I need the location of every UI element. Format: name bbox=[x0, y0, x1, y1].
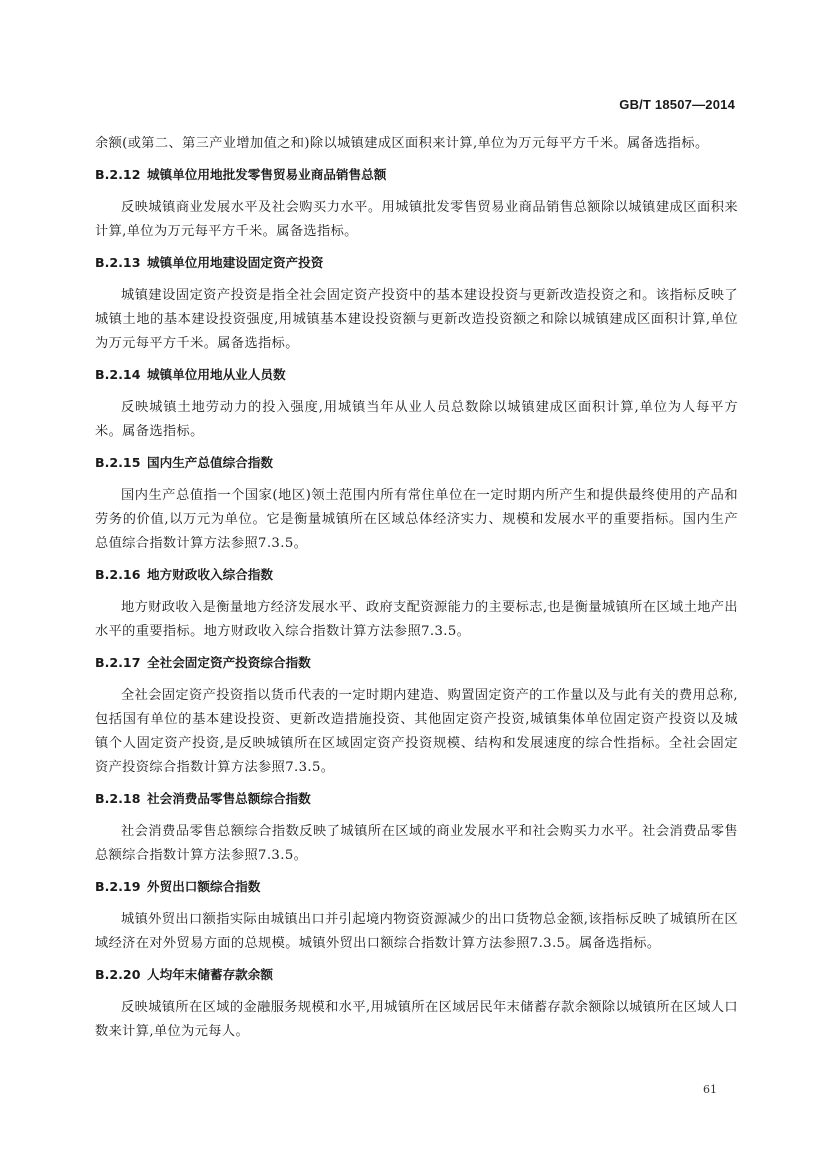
document-body bbox=[95, 132, 738, 1053]
section-b-2-13 bbox=[95, 253, 738, 356]
section-b-2-19 bbox=[95, 877, 738, 956]
section-number: B.2.19 bbox=[95, 879, 141, 894]
section-title: 地方财政收入综合指数 bbox=[147, 567, 273, 582]
section-title: 全社会固定资产投资综合指数 bbox=[147, 655, 311, 670]
section-number: B.2.12 bbox=[95, 167, 141, 182]
section-title: 城镇单位用地建设固定资产投资 bbox=[147, 255, 324, 270]
section-heading bbox=[95, 253, 738, 273]
section-title: 社会消费品零售总额综合指数 bbox=[147, 791, 311, 806]
intro-paragraph: 余额(或第二、第三产业增加值之和)除以城镇建成区面积来计算,单位为万元每平方千米。属备选指标。 bbox=[95, 136, 709, 151]
section-number: B.2.16 bbox=[95, 567, 141, 582]
section-heading bbox=[95, 789, 738, 809]
section-text: 社会消费品零售总额综合指数反映了城镇所在区域的商业发展水平和社会购买力水平。社会消费品零售总额综合指数计算方法参照7.3.5。 bbox=[95, 824, 738, 863]
section-text: 国内生产总值指一个国家(地区)领土范围内所有常住单位在一定时期内所产生和提供最终使用的产品和劳务的价值,以万元为单位。它是衡量城镇所在区域总体经济实力、规模和发展水平的重要指标。国内生产总值综合指数计算方法参照7.3.5。 bbox=[95, 488, 738, 551]
section-title: 城镇单位用地从业人员数 bbox=[147, 367, 286, 382]
section-title: 人均年末储蓄存款余额 bbox=[147, 967, 273, 982]
section-b-2-18 bbox=[95, 789, 738, 868]
section-number: B.2.20 bbox=[95, 967, 141, 982]
section-heading bbox=[95, 165, 738, 185]
section-b-2-20 bbox=[95, 965, 738, 1044]
standard-code: GB/T 18507—2014 bbox=[619, 97, 735, 112]
section-title: 国内生产总值综合指数 bbox=[147, 455, 273, 470]
section-heading bbox=[95, 965, 738, 985]
section-heading bbox=[95, 653, 738, 673]
section-heading bbox=[95, 453, 738, 473]
section-text: 地方财政收入是衡量地方经济发展水平、政府支配资源能力的主要标志,也是衡量城镇所在区域土地产出水平的重要指标。地方财政收入综合指数计算方法参照7.3.5。 bbox=[95, 600, 738, 639]
section-number: B.2.14 bbox=[95, 367, 141, 382]
section-heading bbox=[95, 877, 738, 897]
section-b-2-17 bbox=[95, 653, 738, 780]
section-text: 城镇外贸出口额指实际由城镇出口并引起境内物资资源减少的出口货物总金额,该指标反映了城镇所在区域经济在对外贸易方面的总规模。城镇外贸出口额综合指数计算方法参照7.3.5。属备选指标。 bbox=[95, 912, 738, 951]
section-number: B.2.18 bbox=[95, 791, 141, 806]
section-text: 反映城镇商业发展水平及社会购买力水平。用城镇批发零售贸易业商品销售总额除以城镇建成区面积来计算,单位为万元每平方千米。属备选指标。 bbox=[95, 200, 738, 239]
section-b-2-12 bbox=[95, 165, 738, 244]
section-b-2-15 bbox=[95, 453, 738, 556]
section-text: 反映城镇所在区域的金融服务规模和水平,用城镇所在区域居民年末储蓄存款余额除以城镇所在区域人口数来计算,单位为元每人。 bbox=[95, 1000, 738, 1039]
section-number: B.2.15 bbox=[95, 455, 141, 470]
section-b-2-16 bbox=[95, 565, 738, 644]
section-text: 反映城镇土地劳动力的投入强度,用城镇当年从业人员总数除以城镇建成区面积计算,单位为人每平方米。属备选指标。 bbox=[95, 400, 738, 439]
page-number: 61 bbox=[703, 1083, 717, 1096]
section-title: 城镇单位用地批发零售贸易业商品销售总额 bbox=[147, 167, 387, 182]
section-text: 城镇建设固定资产投资是指全社会固定资产投资中的基本建设投资与更新改造投资之和。该指标反映了城镇土地的基本建设投资强度,用城镇基本建设投资额与更新改造投资额之和除以城镇建成区面积计算,单位为万元每平方千米。属备选指标。 bbox=[95, 288, 738, 351]
section-heading bbox=[95, 365, 738, 385]
section-number: B.2.17 bbox=[95, 655, 141, 670]
section-b-2-14 bbox=[95, 365, 738, 444]
section-heading bbox=[95, 565, 738, 585]
section-text: 全社会固定资产投资指以货币代表的一定时期内建造、购置固定资产的工作量以及与此有关的费用总称,包括国有单位的基本建设投资、更新改造措施投资、其他固定资产投资,城镇集体单位固定资产投资以及城镇个人固定资产投资,是反映城镇所在区域固定资产投资规模、结构和发展速度的综合性指标。全社会固定资产投资综合指数计算方法参照7.3.5。 bbox=[95, 688, 738, 775]
section-number: B.2.13 bbox=[95, 255, 141, 270]
section-title: 外贸出口额综合指数 bbox=[147, 879, 261, 894]
